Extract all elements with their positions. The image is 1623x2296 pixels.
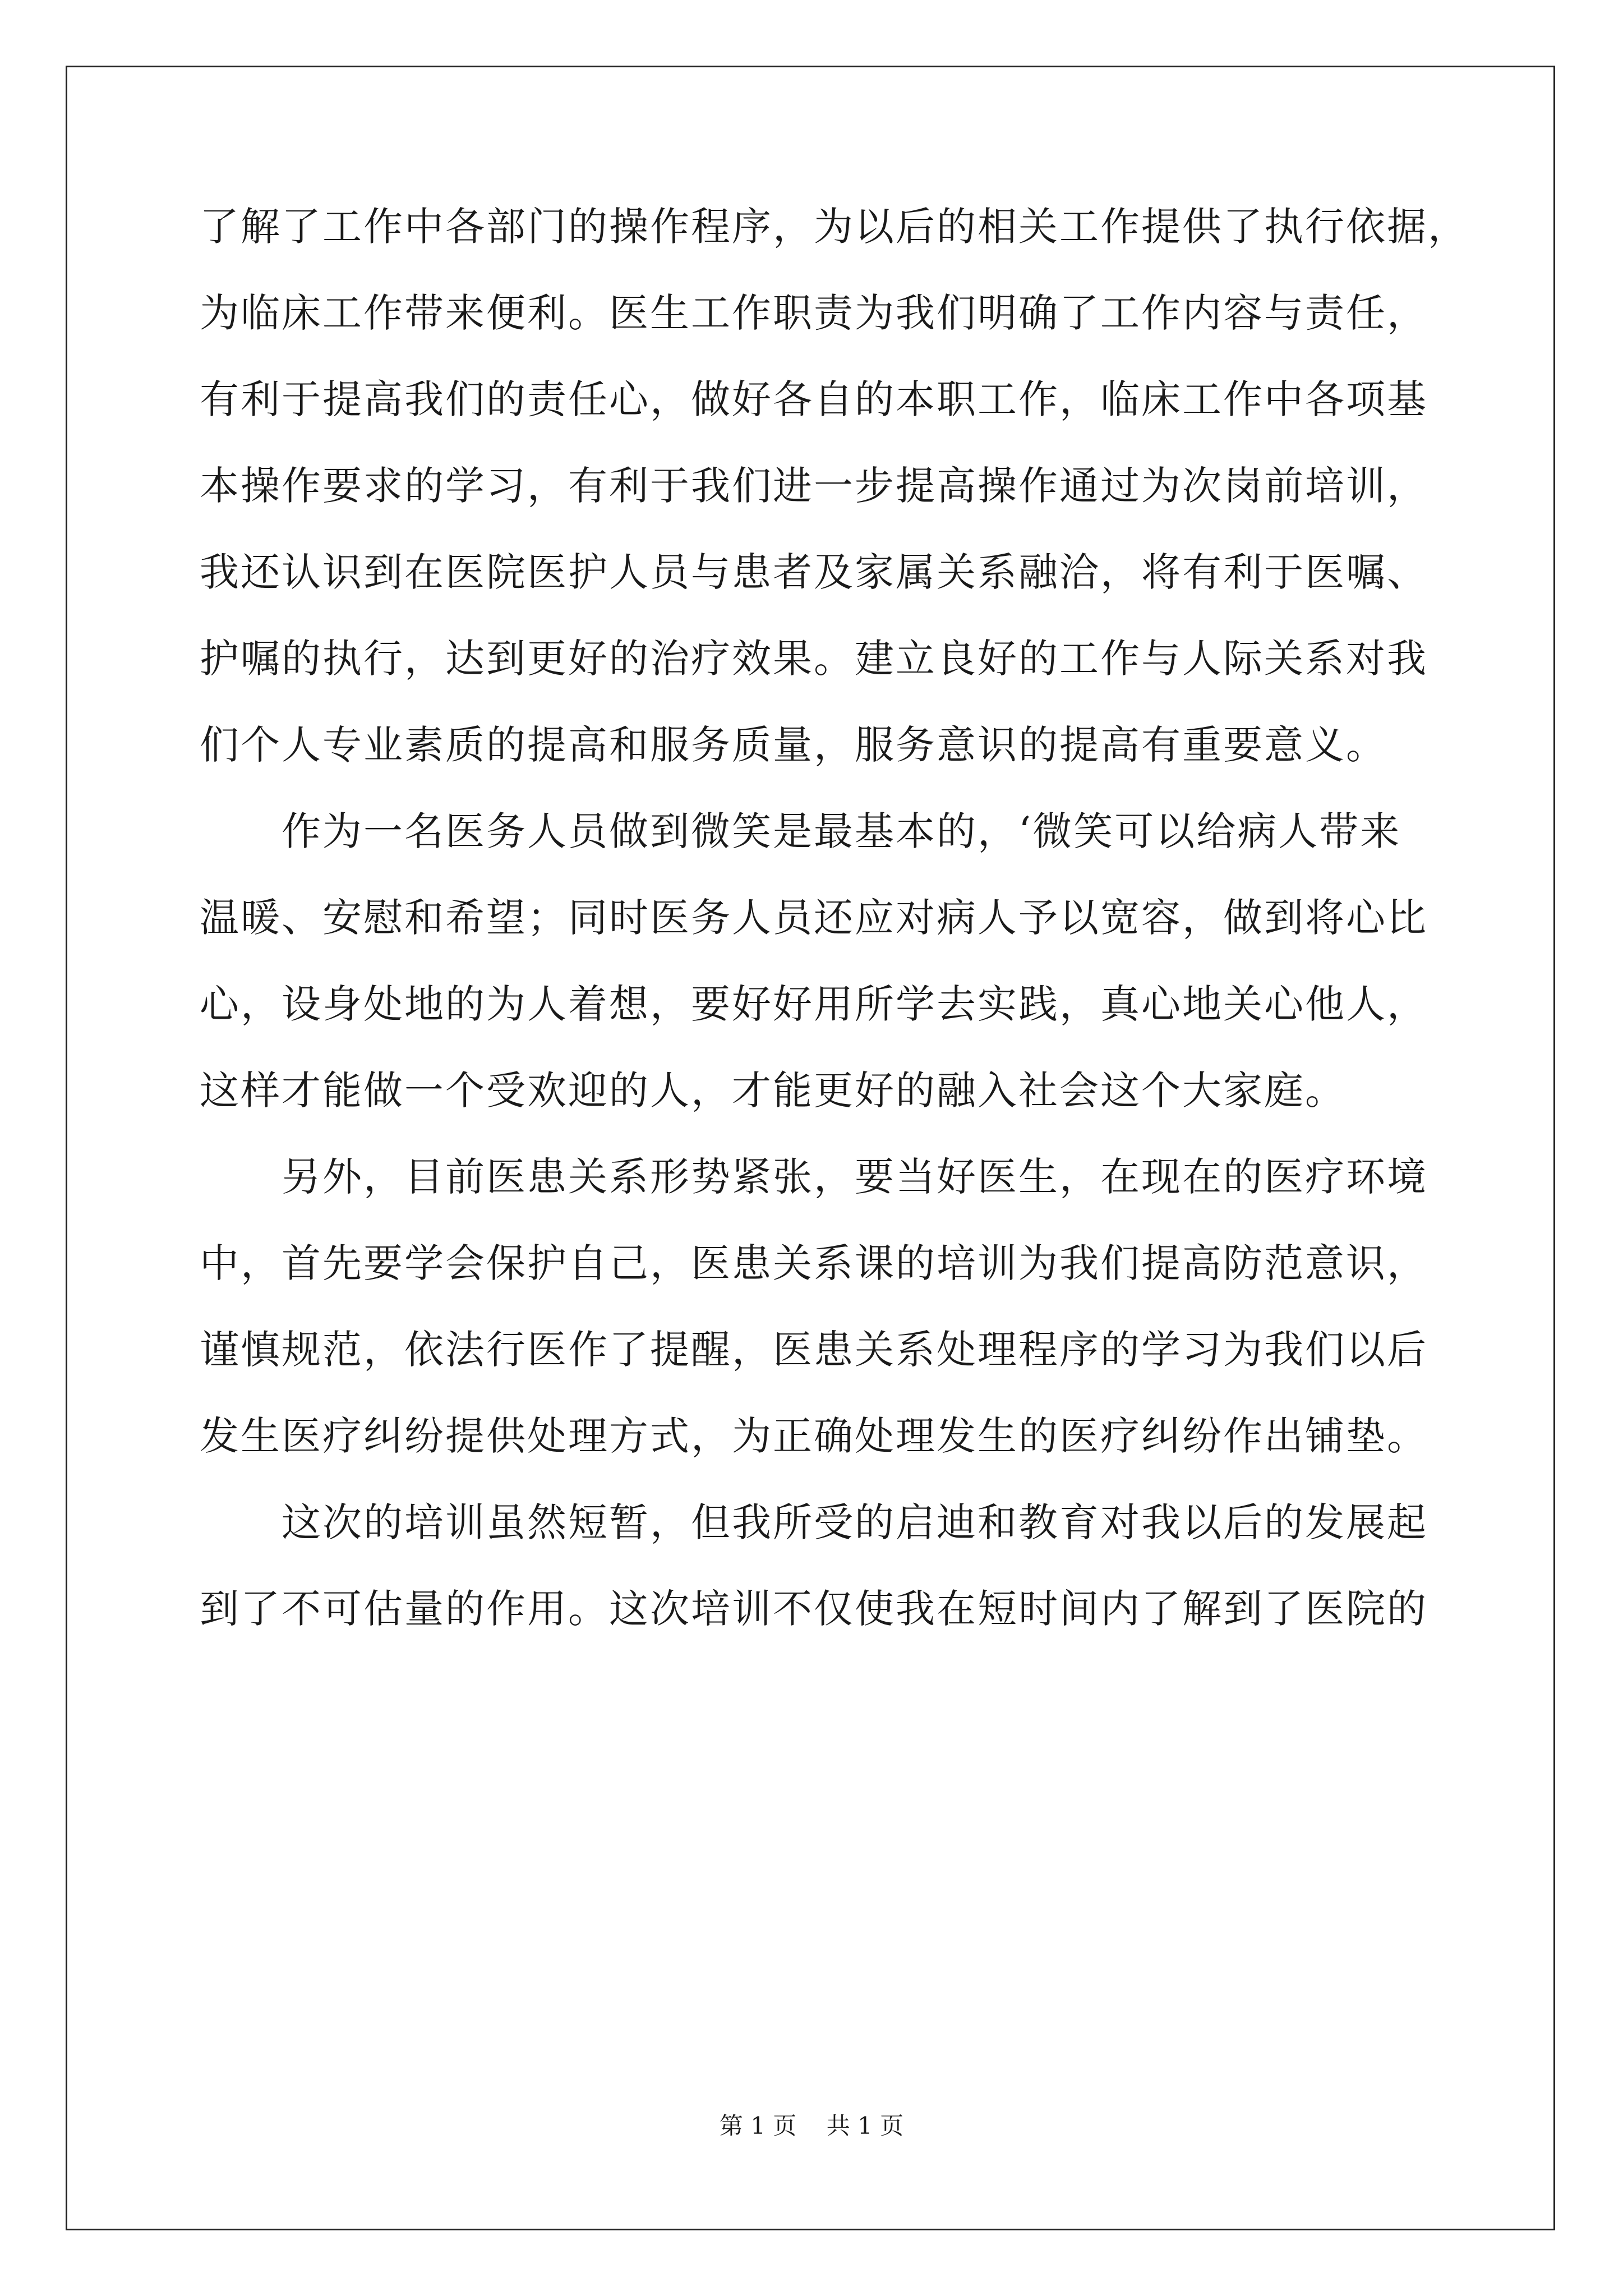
page-number-footer: 第 1 页 共 1 页 [719,2112,904,2139]
text-line: 我还认识到在医院医护人员与患者及家属关系融洽，将有利于医嘱、 [200,549,1428,595]
text-line: 们个人专业素质的提高和服务质量，服务意识的提高有重要意义。 [200,722,1387,768]
text-line: 温暖、安慰和希望；同时医务人员还应对病人予以宽容，做到将心比 [200,895,1428,941]
text-line: 谨慎规范，依法行医作了提醒，医患关系处理程序的学习为我们以后 [200,1327,1428,1373]
text-line: 心，设身处地的为人着想，要好好用所学去实践，真心地关心他人， [200,981,1428,1027]
text-line: 到了不可估量的作用。这次培训不仅使我在短时间内了解到了医院的 [200,1586,1428,1632]
text-line: 了解了工作中各部门的操作程序，为以后的相关工作提供了执行依据， [200,204,1469,250]
text-line: 有利于提高我们的责任心，做好各自的本职工作，临床工作中各项基 [200,376,1428,422]
document-body [200,183,1469,1652]
text-line: 护嘱的执行，达到更好的治疗效果。建立良好的工作与人际关系对我 [200,636,1428,682]
text-line: 这样才能做一个受欢迎的人，才能更好的融入社会这个大家庭。 [200,1068,1346,1114]
text-line: 发生医疗纠纷提供处理方式，为正确处理发生的医疗纠纷作出铺垫。 [200,1413,1428,1459]
text-line: 为临床工作带来便利。医生工作职责为我们明确了工作内容与责任， [200,290,1428,336]
text-line: 中，首先要学会保护自己，医患关系课的培训为我们提高防范意识， [200,1240,1428,1286]
paragraph-start-line: 另外，目前医患关系形势紧张，要当好医生，在现在的医疗环境 [200,1154,1428,1200]
paragraph-start-line: 这次的培训虽然短暂，但我所受的启迪和教育对我以后的发展起 [200,1499,1428,1545]
text-line: 本操作要求的学习，有利于我们进一步提高操作通过为次岗前培训， [200,463,1428,509]
paragraph-start-line: 作为一名医务人员做到微笑是最基本的，‘微笑可以给病人带来 [200,808,1401,854]
